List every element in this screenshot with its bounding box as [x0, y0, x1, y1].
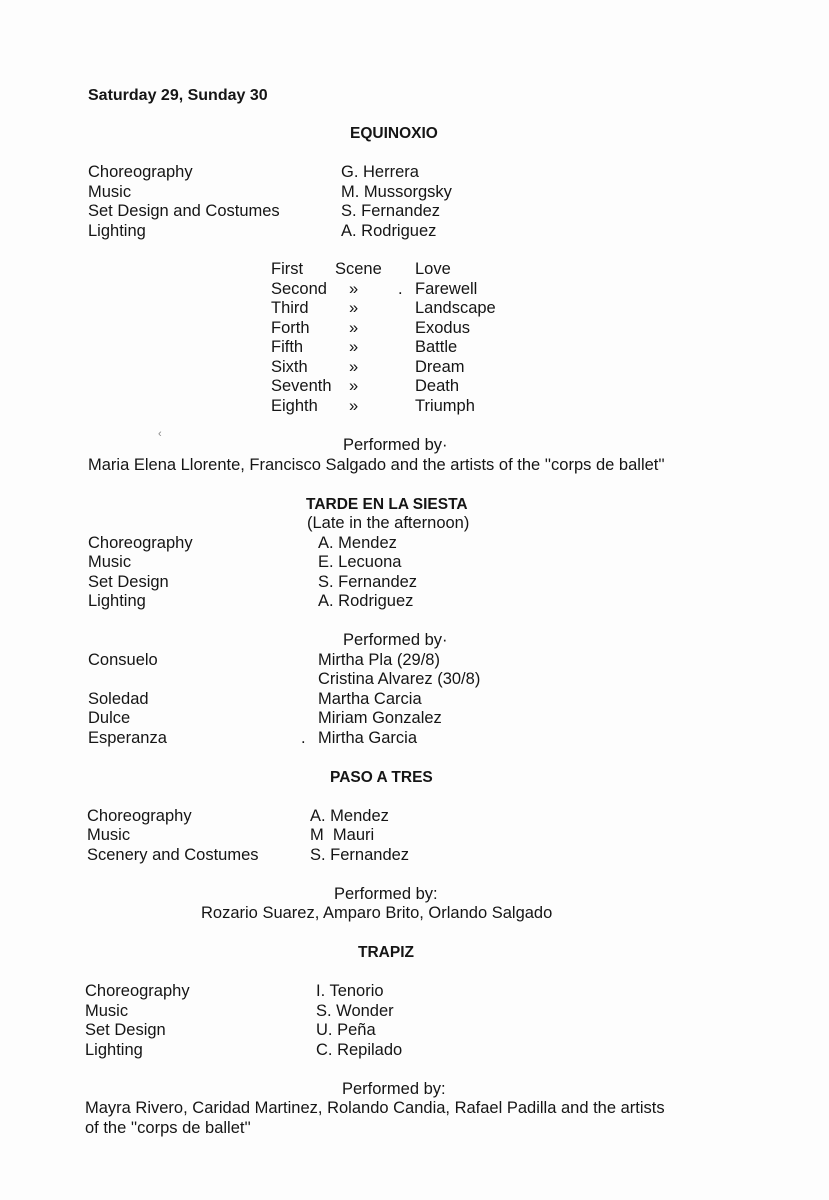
cast-name: Mirtha Pla (29/8): [318, 650, 440, 669]
scene-ordinal: Eighth: [271, 396, 318, 415]
scene-label: »: [349, 396, 359, 415]
scene-label: »: [349, 318, 359, 337]
scene-ordinal: First: [271, 260, 304, 278]
cast-name: Mirtha Garcia: [318, 728, 418, 747]
scene-label: »: [349, 377, 359, 395]
cast-role: Consuelo: [88, 650, 158, 669]
tarde-title: TARDE EN LA SIESTA: [306, 496, 468, 513]
credit-name: A. Rodriguez: [318, 592, 414, 610]
credit-role: Set Design and Costumes: [88, 202, 280, 220]
equinoxio-performed-by-label: Performed by·: [343, 436, 448, 454]
trapiz-performed-by-label: Performed by:: [342, 1079, 446, 1098]
credit-name: I. Tenorio: [316, 982, 384, 1000]
scene-ordinal: Forth: [271, 318, 310, 337]
cast-name: Cristina Alvarez (30/8): [318, 670, 481, 688]
credit-role: Music: [88, 553, 132, 571]
trapiz-performers-line1: Mayra Rivero, Caridad Martinez, Rolando Candia, Rafael Padilla and the artists: [85, 1099, 665, 1117]
credit-role: Lighting: [88, 592, 146, 610]
paso-performers: Rozario Suarez, Amparo Brito, Orlando Salgado: [201, 904, 553, 922]
credit-role: Choreography: [88, 533, 193, 552]
credit-role: Lighting: [88, 221, 146, 240]
scene-ordinal: Third: [271, 299, 309, 317]
tarde-performed-by-label: Performed by·: [343, 631, 448, 649]
cast-name: Martha Carcia: [318, 689, 422, 708]
credit-role: Scenery and Costumes: [87, 845, 259, 864]
scene-title: Death: [415, 377, 460, 395]
trapiz-performers-line2: of the ''corps de ballet'': [85, 1118, 251, 1137]
scene-title: Farewell: [415, 279, 478, 298]
credit-name: U. Peña: [316, 1021, 376, 1039]
credit-name: A. Rodriguez: [341, 221, 437, 240]
scene-title: Love: [415, 260, 451, 278]
program-date: Saturday 29, Sunday 30: [88, 87, 268, 104]
trapiz-title: TRAPIZ: [358, 944, 414, 961]
credit-name: S. Fernandez: [318, 572, 418, 591]
cast-dot: .: [301, 728, 306, 747]
credit-name: A. Mendez: [318, 533, 397, 552]
credit-name: A. Mendez: [310, 806, 389, 825]
cast-role: Esperanza: [88, 728, 167, 747]
paso-title: PASO A TRES: [330, 769, 433, 786]
scene-label: »: [349, 299, 359, 317]
scene-title: Dream: [415, 357, 465, 376]
credit-role: Set Design: [85, 1021, 166, 1039]
credit-role: Set Design: [88, 572, 169, 591]
scene-ordinal: Sixth: [271, 357, 308, 376]
tarde-subtitle: (Late in the afternoon): [307, 514, 470, 532]
paso-performed-by-label: Performed by:: [334, 884, 438, 903]
equinoxio-performers: Maria Elena Llorente, Francisco Salgado and the artists of the ''corps de ballet'': [88, 455, 665, 474]
credit-name: M Mauri: [310, 826, 375, 844]
credit-role: Music: [87, 826, 131, 844]
scene-title: Exodus: [415, 318, 471, 337]
scene-ordinal: Fifth: [271, 338, 304, 356]
scene-title: Triumph: [415, 396, 475, 415]
scene-title: Landscape: [415, 299, 496, 317]
credit-role: Choreography: [85, 982, 190, 1000]
cast-role: Dulce: [88, 709, 131, 727]
credit-name: S. Fernandez: [310, 845, 410, 864]
credit-name: S. Wonder: [316, 1001, 394, 1020]
credit-role: Lighting: [85, 1040, 143, 1059]
credit-name: S. Fernandez: [341, 202, 441, 220]
credit-role: Music: [88, 182, 132, 201]
stray-mark: ‹: [158, 428, 162, 440]
scene-title: Battle: [415, 338, 458, 356]
credit-role: Choreography: [88, 163, 193, 181]
equinoxio-title: EQUINOXIO: [350, 125, 438, 142]
credit-role: Music: [85, 1001, 129, 1020]
scene-label: Scene: [335, 260, 382, 278]
cast-name: Miriam Gonzalez: [318, 709, 442, 727]
credit-name: E. Lecuona: [318, 553, 402, 571]
credit-role: Choreography: [87, 806, 192, 825]
scene-dot: .: [398, 279, 403, 298]
credit-name: G. Herrera: [341, 163, 419, 181]
scene-label: »: [349, 357, 359, 376]
cast-role: Soledad: [88, 689, 149, 708]
scene-ordinal: Second: [271, 279, 327, 298]
scene-label: »: [349, 279, 359, 298]
credit-name: C. Repilado: [316, 1040, 403, 1059]
credit-name: M. Mussorgsky: [341, 182, 452, 201]
scene-label: »: [349, 338, 359, 356]
scene-ordinal: Seventh: [271, 377, 332, 395]
